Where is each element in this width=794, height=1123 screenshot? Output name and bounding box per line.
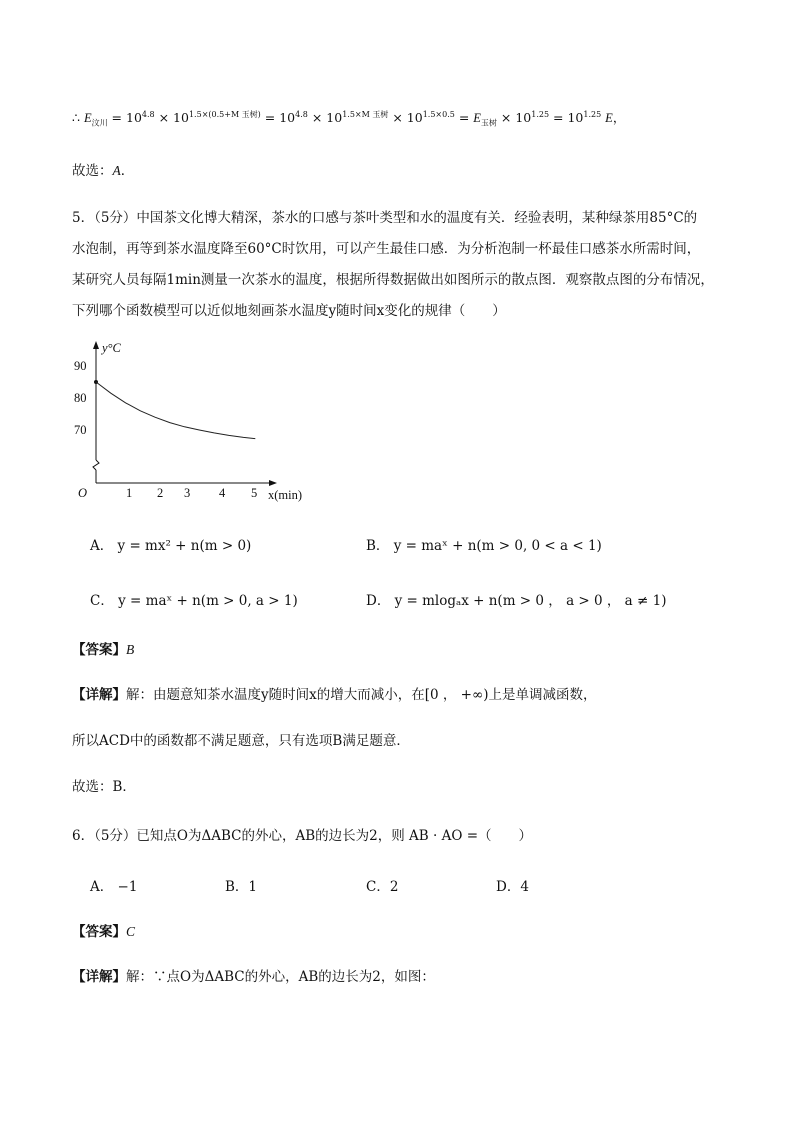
formula-end: E — [605, 111, 613, 125]
y-axis-break — [93, 460, 99, 470]
chart-ticks — [74, 341, 302, 502]
q6-option-d[interactable]: D．4 — [496, 879, 529, 895]
q5-detail1-text: 解：由题意知茶水温度y随时间x的增大而减小，在[0 ， +∞)上是单调减函数， — [126, 687, 597, 703]
y-axis-arrow — [93, 341, 99, 349]
formula-times3: × 10 — [388, 110, 423, 125]
formula-eq2: = 10 — [260, 110, 296, 125]
q6-answer-label: 【答案】 — [72, 924, 126, 940]
top-formula — [72, 108, 625, 129]
q5-answer — [72, 638, 134, 658]
q5-answer-value: B — [126, 642, 135, 657]
formula-times4: × 10 — [496, 110, 532, 125]
q6-option-c[interactable]: C．2 — [366, 879, 399, 895]
x-tick-3: 3 — [184, 486, 191, 500]
q5-line1: 5．（5分）中国茶文化博大精深，茶水的口感与茶叶类型和水的温度有关．经验表明，某种绿茶用85°C的 — [72, 210, 698, 226]
q5-line3: 某研究人员每隔1min测量一次茶水的温度，根据所得数据做出如图所示的散点图．观察散点图的分布情况， — [72, 272, 714, 288]
formula-exp5: 1.5×0.5 — [422, 109, 455, 119]
formula-end-punct: ， — [612, 110, 626, 125]
q6-answer-value: C — [126, 924, 136, 939]
q6-answer — [72, 920, 135, 940]
formula-exp3: 4.8 — [295, 109, 308, 119]
q5-option-a[interactable]: A． y = mx² + n(m > 0) — [90, 538, 252, 554]
chart-axes — [93, 341, 277, 486]
formula-lhs: E — [83, 111, 92, 125]
formula-times2: × 10 — [307, 110, 343, 125]
formula-rhs: E — [473, 111, 481, 125]
formula-lhs-sub: 汶川 — [91, 118, 108, 128]
therefore-symbol: ∴ — [72, 110, 80, 125]
q4-choice-suffix: ． — [120, 163, 135, 179]
formula-exp1: 4.8 — [141, 109, 155, 119]
q5-detail1 — [72, 683, 597, 703]
q6-line1: 6．（5分）已知点O为ΔABC的外心，AB的边长为2，则 AB · AO =（ ） — [72, 828, 533, 844]
q4-choice — [72, 159, 134, 179]
q6-detail1-text: 解：∵点O为ΔABC的外心，AB的边长为2，如图： — [126, 969, 435, 985]
y-tick-80: 80 — [74, 391, 87, 405]
formula-exp6: 1.25 — [531, 109, 550, 119]
q5-line4: 下列哪个函数模型可以近似地刻画茶水温度y随时间x变化的规律（ ） — [72, 303, 506, 319]
q6-option-a[interactable]: A． −1 — [90, 879, 138, 895]
q5-option-b[interactable]: B． y = maˣ + n(m > 0, 0 < a < 1) — [366, 538, 602, 554]
q5-option-c[interactable]: C． y = maˣ + n(m > 0, a > 1) — [90, 593, 298, 609]
q4-choice-answer: A — [112, 163, 121, 178]
y-axis-label: y°C — [102, 341, 121, 355]
formula-eq4: = 10 — [549, 110, 584, 125]
formula-eq3: = — [454, 110, 474, 125]
y-tick-70: 70 — [74, 423, 87, 437]
q5-line2: 水泡制，再等到茶水温度降至60°C时饮用，可以产生最佳口感．为分析泡制一杯最佳口感茶水所需时间， — [72, 241, 701, 257]
q5-detail-label: 【详解】 — [72, 687, 126, 703]
q4-choice-prefix: 故选： — [72, 163, 113, 179]
q5-answer-label: 【答案】 — [72, 642, 126, 658]
x-axis-label: x(min) — [268, 488, 303, 502]
temperature-chart — [66, 336, 316, 506]
temperature-curve — [96, 382, 255, 439]
formula-exp4: 1.5×M 玉树 — [342, 109, 389, 119]
x-tick-2: 2 — [157, 486, 164, 500]
formula-eq1: = 10 — [107, 110, 142, 125]
formula-rhs-sub: 玉树 — [480, 118, 497, 128]
q5-option-d[interactable]: D． y = mlogₐx + n(m > 0 ， a > 0 ， a ≠ 1) — [366, 593, 667, 609]
formula-times1: × 10 — [154, 110, 189, 125]
y-tick-90: 90 — [74, 359, 87, 373]
q5-choice: 故选：B． — [72, 779, 136, 795]
q6-option-b[interactable]: B．1 — [225, 879, 258, 895]
q6-detail1 — [72, 965, 435, 985]
x-tick-1: 1 — [126, 486, 133, 500]
formula-exp2: 1.5×(0.5+M 玉树) — [188, 109, 261, 119]
x-axis-arrow — [269, 480, 277, 486]
x-tick-4: 4 — [219, 486, 226, 500]
formula-exp7: 1.25 — [583, 109, 602, 119]
q5-detail2: 所以ACD中的函数都不满足题意，只有选项B满足题意． — [72, 733, 410, 749]
x-tick-5: 5 — [251, 486, 258, 500]
origin-label: O — [78, 486, 88, 500]
q6-detail-label: 【详解】 — [72, 969, 126, 985]
